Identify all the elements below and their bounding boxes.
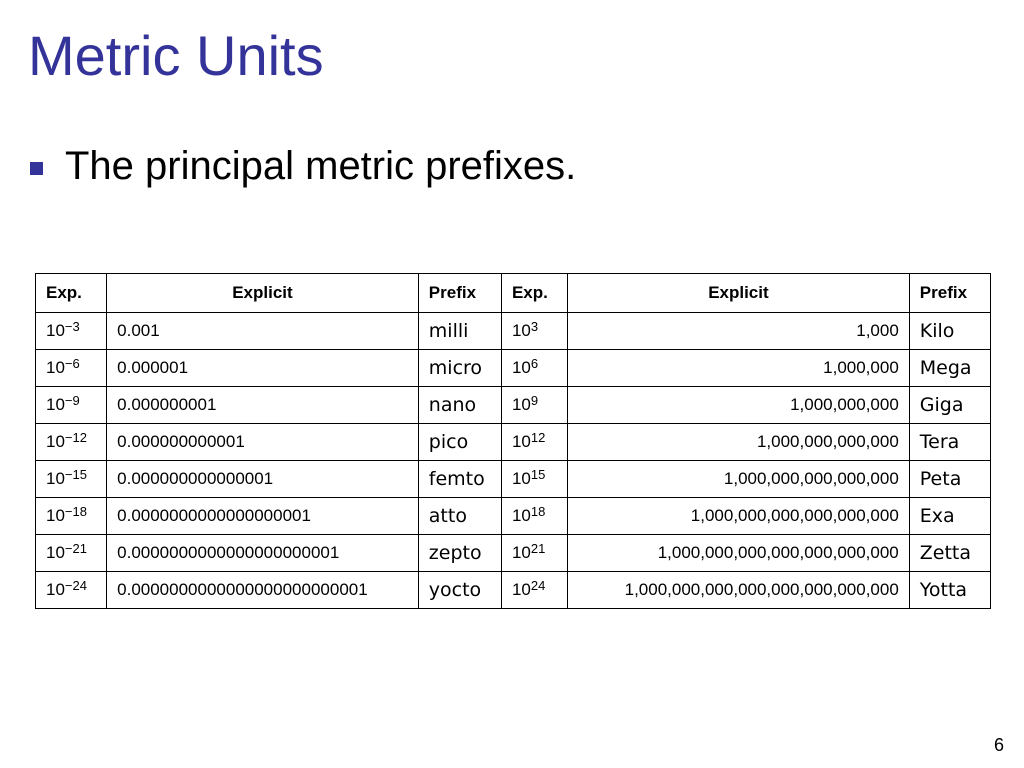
prefix-right-cell: Kilo <box>909 313 990 350</box>
header-explicit-right: Explicit <box>568 274 910 313</box>
table-row <box>36 461 991 498</box>
exp-right-power: 24 <box>530 578 546 593</box>
exp-right-base: 10 <box>511 321 531 340</box>
prefix-left-cell: atto <box>418 498 501 535</box>
exp-right-power: 3 <box>530 319 539 334</box>
bullet-square-icon <box>30 162 43 175</box>
explicit-left-cell: 0.0000000000000000000001 <box>107 535 419 572</box>
table-row <box>36 350 991 387</box>
explicit-right-cell: 1,000,000,000,000,000,000,000 <box>568 535 910 572</box>
explicit-right-cell: 1,000,000 <box>568 350 910 387</box>
exp-right-cell <box>501 313 567 350</box>
exp-left-power: −24 <box>64 578 87 593</box>
header-prefix-right: Prefix <box>909 274 990 313</box>
header-prefix-left: Prefix <box>418 274 501 313</box>
prefix-left-cell: zepto <box>418 535 501 572</box>
exp-left-base: 10 <box>46 543 65 562</box>
prefix-left-cell: milli <box>418 313 501 350</box>
exp-left-power: −21 <box>64 541 87 556</box>
prefix-right-cell: Mega <box>909 350 990 387</box>
bullet-point <box>30 146 576 186</box>
table-row <box>36 424 991 461</box>
prefix-right-cell: Yotta <box>909 572 990 609</box>
exp-left-cell <box>36 535 107 572</box>
page-number: 6 <box>993 735 1004 755</box>
explicit-right-cell: 1,000 <box>568 313 910 350</box>
prefix-right-cell: Tera <box>909 424 990 461</box>
explicit-right-cell: 1,000,000,000,000 <box>568 424 910 461</box>
exp-right-cell <box>501 535 567 572</box>
exp-right-power: 6 <box>530 356 539 371</box>
bullet-text: The principal metric prefixes. <box>65 144 577 188</box>
explicit-left-cell: 0.000000001 <box>107 387 419 424</box>
prefix-left-cell: micro <box>418 350 501 387</box>
exp-right-power: 12 <box>530 430 546 445</box>
explicit-right-cell: 1,000,000,000,000,000 <box>568 461 910 498</box>
exp-right-power: 15 <box>530 467 546 482</box>
prefix-right-cell: Peta <box>909 461 990 498</box>
explicit-right-cell: 1,000,000,000,000,000,000 <box>568 498 910 535</box>
exp-left-power: −9 <box>64 393 80 408</box>
exp-left-power: −15 <box>64 467 87 482</box>
explicit-left-cell: 0.000000000001 <box>107 424 419 461</box>
exp-right-base: 10 <box>511 469 531 488</box>
prefix-left-cell: pico <box>418 424 501 461</box>
exp-left-power: −18 <box>64 504 87 519</box>
exp-left-cell <box>36 387 107 424</box>
table-body <box>36 313 991 609</box>
exp-left-base: 10 <box>46 469 65 488</box>
exp-right-base: 10 <box>511 358 531 377</box>
exp-right-cell <box>501 424 567 461</box>
prefix-right-cell: Giga <box>909 387 990 424</box>
explicit-left-cell: 0.0000000000000000001 <box>107 498 419 535</box>
exp-right-base: 10 <box>511 395 531 414</box>
exp-left-base: 10 <box>46 358 65 377</box>
exp-left-base: 10 <box>46 432 65 451</box>
table-row <box>36 313 991 350</box>
exp-right-power: 9 <box>530 393 539 408</box>
exp-left-cell <box>36 498 107 535</box>
explicit-left-cell: 0.0000000000000000000000001 <box>107 572 419 609</box>
header-exp-left: Exp. <box>36 274 107 313</box>
exp-right-cell <box>501 572 567 609</box>
prefix-right-cell: Exa <box>909 498 990 535</box>
explicit-left-cell: 0.001 <box>107 313 419 350</box>
table-row <box>36 498 991 535</box>
explicit-right-cell: 1,000,000,000 <box>568 387 910 424</box>
exp-right-cell <box>501 461 567 498</box>
slide-title: Metric Units <box>28 24 324 87</box>
explicit-left-cell: 0.000001 <box>107 350 419 387</box>
explicit-right-cell: 1,000,000,000,000,000,000,000,000 <box>568 572 910 609</box>
exp-right-cell <box>501 498 567 535</box>
exp-right-power: 18 <box>530 504 546 519</box>
exp-left-base: 10 <box>46 395 65 414</box>
exp-left-cell <box>36 313 107 350</box>
table-row <box>36 572 991 609</box>
table-row <box>36 535 991 572</box>
exp-right-cell <box>501 350 567 387</box>
exp-left-cell <box>36 572 107 609</box>
exp-right-base: 10 <box>511 506 531 525</box>
header-explicit-left: Explicit <box>107 274 419 313</box>
prefix-left-cell: nano <box>418 387 501 424</box>
table-row <box>36 387 991 424</box>
explicit-left-cell: 0.000000000000001 <box>107 461 419 498</box>
table-header-row <box>36 274 991 313</box>
exp-left-power: −6 <box>64 356 80 371</box>
exp-left-cell <box>36 350 107 387</box>
exp-left-base: 10 <box>46 321 65 340</box>
exp-right-base: 10 <box>511 580 531 599</box>
prefix-left-cell: yocto <box>418 572 501 609</box>
metric-prefixes-table <box>35 273 991 609</box>
header-exp-right: Exp. <box>501 274 567 313</box>
exp-left-base: 10 <box>46 580 65 599</box>
exp-right-base: 10 <box>511 432 531 451</box>
prefix-left-cell: femto <box>418 461 501 498</box>
exp-right-base: 10 <box>511 543 531 562</box>
exp-left-cell <box>36 461 107 498</box>
prefix-right-cell: Zetta <box>909 535 990 572</box>
exp-left-power: −12 <box>64 430 87 445</box>
exp-right-cell <box>501 387 567 424</box>
exp-left-cell <box>36 424 107 461</box>
exp-right-power: 21 <box>530 541 546 556</box>
exp-left-power: −3 <box>64 319 80 334</box>
exp-left-base: 10 <box>46 506 65 525</box>
